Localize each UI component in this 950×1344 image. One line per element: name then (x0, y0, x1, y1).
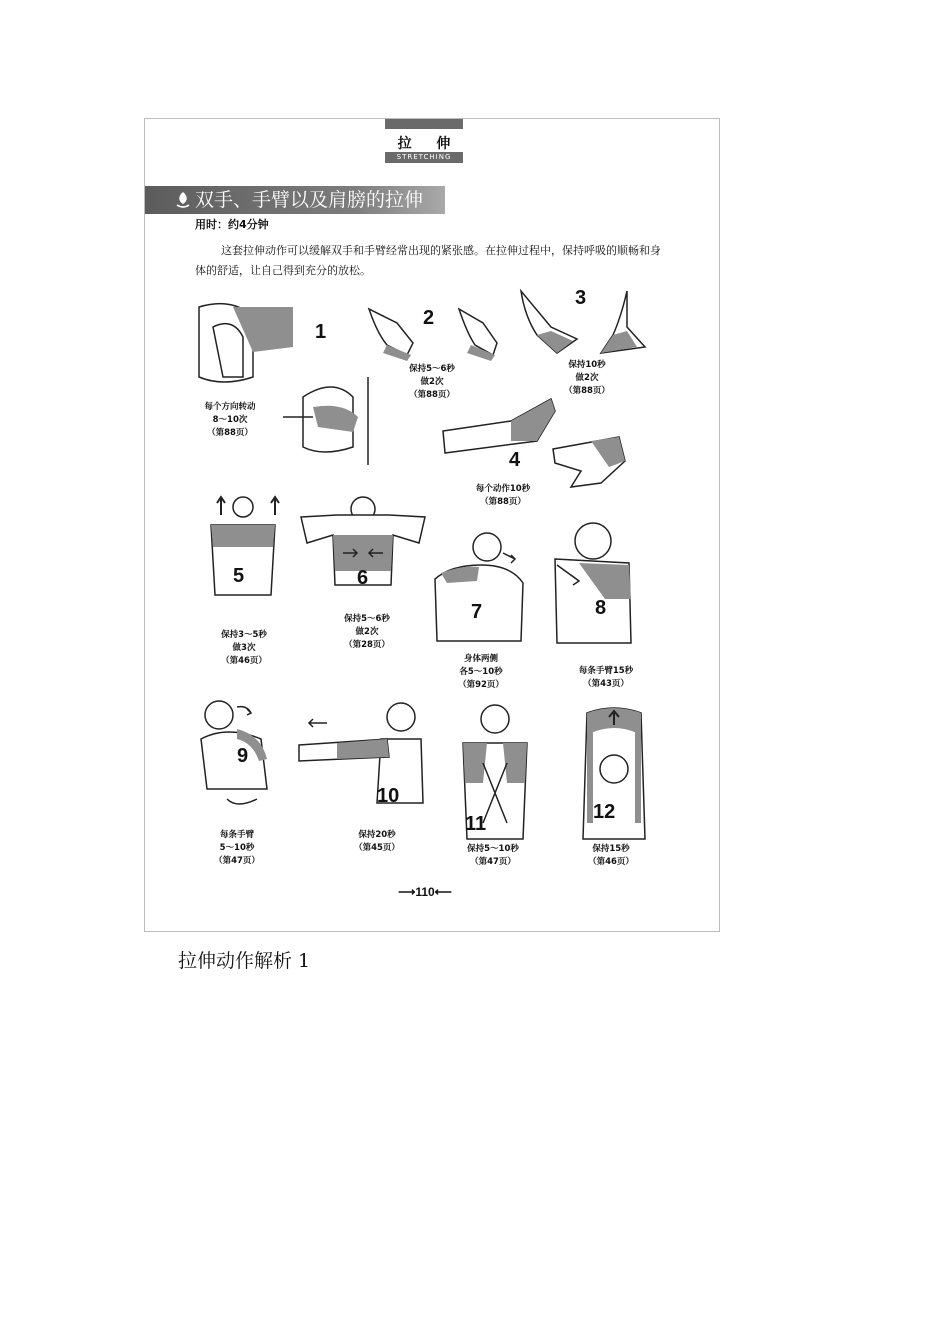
exercise-9-number: 9 (237, 745, 249, 767)
exercise-12-caption: 保持15秒 （第46页） (588, 844, 634, 867)
figure-caption: 拉伸动作解析 1 (178, 950, 311, 972)
exercise-10-number: 10 (377, 785, 400, 807)
exercise-4-number: 4 (509, 449, 521, 471)
exercise-11-caption: 保持5～10秒 （第47页） (467, 844, 519, 867)
chapter-header (385, 119, 463, 164)
exercise-6-number: 6 (357, 567, 369, 589)
book-page (144, 118, 720, 932)
exercise-5-number: 5 (233, 565, 245, 587)
exercise-3-illustration (517, 287, 657, 359)
header-bar (385, 119, 463, 129)
chapter-subtitle: STRETCHING (385, 152, 463, 163)
duration-label: 用时：约4分钟 (195, 218, 269, 231)
exercise-5-illustration (201, 495, 285, 625)
exercise-2-number: 2 (423, 307, 435, 329)
exercise-8-illustration (549, 519, 637, 645)
exercise-8-number: 8 (595, 597, 607, 619)
exercise-7-number: 7 (471, 601, 483, 623)
exercise-11-number: 11 (465, 813, 487, 835)
section-title-bar (145, 186, 445, 214)
section-title: 双手、手臂以及肩膀的拉伸 (195, 189, 424, 211)
exercise-10-illustration (297, 699, 425, 805)
leaf-icon (175, 191, 191, 209)
chapter-title: 拉 伸 (397, 136, 461, 152)
exercise-8-caption: 每条手臂15秒 （第43页） (578, 666, 634, 689)
exercise-3-caption: 保持10秒 做2次 （第88页） (564, 360, 610, 396)
exercise-12-number: 12 (593, 801, 616, 823)
exercise-7-caption: 身体两侧 各5～10秒 （第92页） (458, 654, 504, 690)
intro-paragraph: 这套拉伸动作可以缓解双手和手臂经常出现的紧张感。在拉伸过程中，保持呼吸的顺畅和身体的舒适，让自己得到充分的放松。 (195, 244, 661, 277)
exercise-5-caption: 保持3～5秒 做3次 （第46页） (221, 630, 267, 666)
exercise-7-illustration (431, 529, 527, 645)
exercise-9-caption: 每条手臂 5～10秒 （第47页） (214, 830, 260, 866)
exercise-3-number: 3 (575, 287, 587, 309)
exercise-1-number: 1 (315, 321, 327, 343)
exercise-6-caption: 保持5～6秒 做2次 （第28页） (344, 614, 390, 650)
exercise-1-illustration (193, 297, 373, 467)
exercise-4-caption: 每个动作10秒 （第88页） (475, 484, 531, 507)
page-number: ⟶110⟵ (398, 885, 452, 899)
exercise-1-caption: 每个方向转动 8～10次 （第88页） (204, 402, 256, 438)
exercise-10-caption: 保持20秒 （第45页） (354, 830, 400, 853)
exercise-2-caption: 保持5～6秒 做2次 （第88页） (409, 364, 455, 400)
